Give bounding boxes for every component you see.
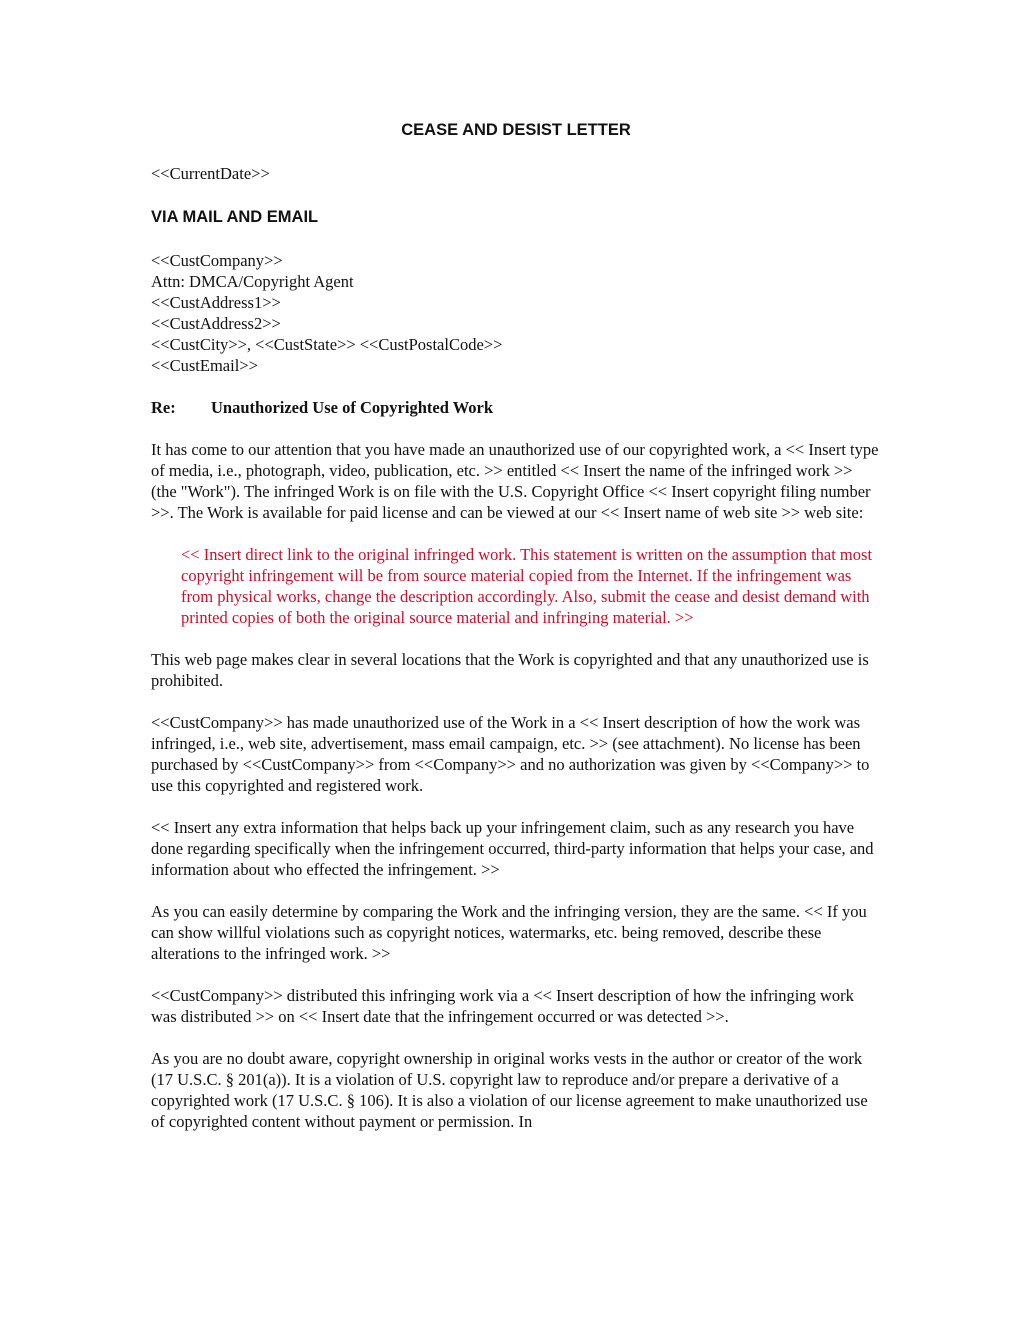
paragraph-3: <<CustCompany>> has made unauthorized use of the Work in a << Insert description of how the work was infringed, i.e., web site, advertisement, mass email campaign, etc. >> (see attachment). No license has been purchased by <<CustCompany>> from <<Company>> and no authorization was given by <<Company>> to use this copyrighted and registered work. bbox=[151, 713, 870, 795]
subject-label: Re: bbox=[151, 398, 176, 417]
address-line-2: <<CustAddress2>> bbox=[151, 314, 281, 333]
paragraph-1: It has come to our attention that you have made an unauthorized use of our copyrighted work, a << Insert type of media, i.e., photograph, video, publication, etc. >> entitled << Insert the name of the infringed work >> (the "Work"). The infringed Work is on file with the U.S. Copyright Office << Insert copyright filing number >>. The Work is available for paid license and can be viewed at our << Insert name of web site >> web site: bbox=[151, 440, 879, 522]
address-city-state-zip: <<CustCity>>, <<CustState>> <<CustPostalCode>> bbox=[151, 335, 503, 354]
subject-line bbox=[151, 397, 881, 418]
recipient-address bbox=[151, 250, 881, 376]
paragraph-6: <<CustCompany>> distributed this infringing work via a << Insert description of how the infringing work was distributed >> on << Insert date that the infringement occurred or was detected >>. bbox=[151, 986, 854, 1026]
subject-text: Unauthorized Use of Copyrighted Work bbox=[211, 398, 494, 417]
paragraph-4: << Insert any extra information that helps back up your infringement claim, such as any research you have done regarding specifically when the infringement occurred, third-party information that helps your case, and information about who effected the infringement. >> bbox=[151, 818, 874, 879]
delivery-method: VIA MAIL AND EMAIL bbox=[151, 208, 319, 226]
paragraph-5: As you can easily determine by comparing the Work and the infringing version, they are the same. << If you can show willful violations such as copyright notices, watermarks, etc. being removed, describe these alterations to the infringed work. >> bbox=[151, 902, 867, 963]
paragraph-7: As you are no doubt aware, copyright ownership in original works vests in the author or creator of the work (17 U.S.C. § 201(a)). It is a violation of U.S. copyright law to reproduce and/or prepare a derivative of a copyrighted work (17 U.S.C. § 106). It is also a violation of our license agreement to make unauthorized use of copyrighted content without payment or permission. In bbox=[151, 1049, 868, 1131]
instruction-note: << Insert direct link to the original infringed work. This statement is written on the assumption that most copyright infringement will be from source material copied from the Internet. If the infringement was from physical works, change the description accordingly. Also, submit the cease and desist demand with printed copies of both the original source material and infringing material. >> bbox=[181, 545, 873, 627]
address-line-1: <<CustAddress1>> bbox=[151, 293, 281, 312]
document-title: CEASE AND DESIST LETTER bbox=[401, 121, 631, 139]
address-attn: Attn: DMCA/Copyright Agent bbox=[151, 272, 354, 291]
current-date: <<CurrentDate>> bbox=[151, 164, 270, 183]
address-company: <<CustCompany>> bbox=[151, 251, 283, 270]
address-email: <<CustEmail>> bbox=[151, 356, 258, 375]
letter-body bbox=[151, 118, 881, 1153]
paragraph-2: This web page makes clear in several locations that the Work is copyrighted and that any unauthorized use is prohibited. bbox=[151, 650, 869, 690]
